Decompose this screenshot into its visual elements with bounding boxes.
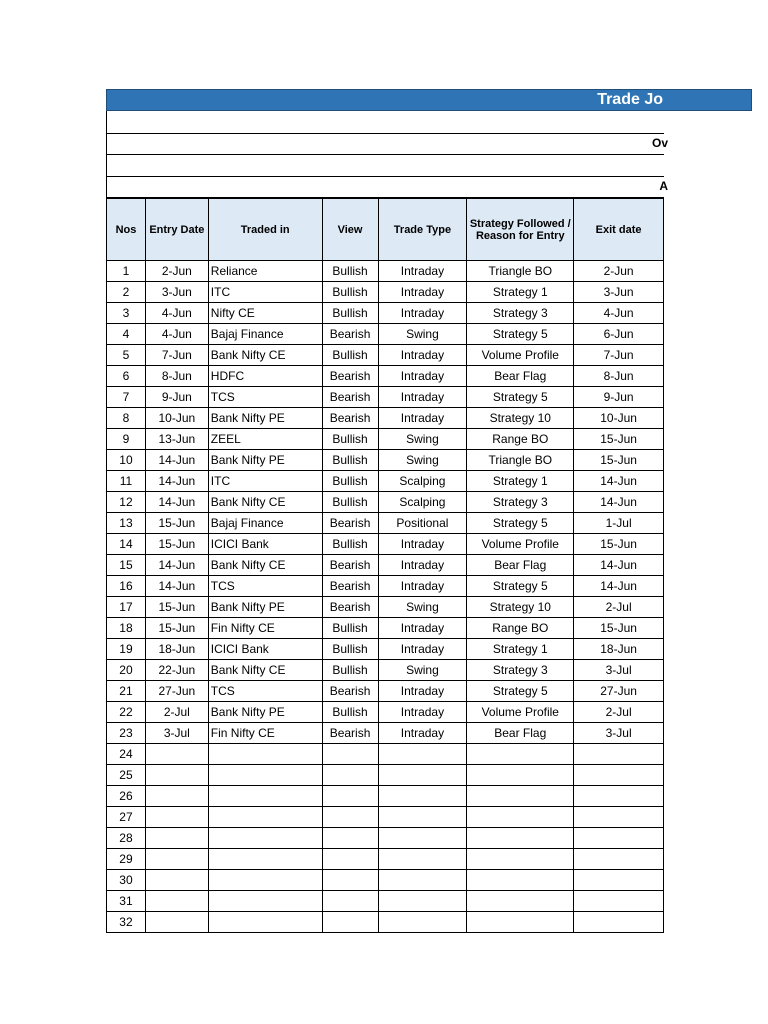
header-row [107,199,664,261]
table-row [107,450,664,471]
cell-nos[interactable]: 18 [107,618,146,639]
table-row [107,429,664,450]
cell-trade-type[interactable]: Intraday [378,639,467,660]
table-row [107,387,664,408]
cell-exit-date[interactable]: 6-Jun [574,324,664,345]
cell-strategy[interactable]: Strategy 1 [467,282,574,303]
overview-band [106,134,668,155]
sheet-title: Trade Jo [597,91,663,108]
cell-nos[interactable]: 13 [107,513,146,534]
table-row [107,492,664,513]
cell-trade-type[interactable] [378,786,467,807]
cell-strategy[interactable]: Strategy 10 [467,408,574,429]
cell-view[interactable]: Bullish [322,345,378,366]
cell-entry-date[interactable]: 15-Jun [145,534,208,555]
table-row [107,765,664,786]
cell-strategy[interactable]: Strategy 5 [467,681,574,702]
cell-exit-date[interactable]: 14-Jun [574,555,664,576]
cell-nos[interactable]: 26 [107,786,146,807]
blank-band [106,155,664,177]
table-row [107,261,664,282]
cell-entry-date[interactable] [145,912,208,933]
cell-trade-type[interactable]: Swing [378,450,467,471]
table-row [107,744,664,765]
cell-exit-date[interactable]: 7-Jun [574,345,664,366]
table-row [107,912,664,933]
cell-traded-in[interactable]: Bank Nifty PE [208,450,322,471]
table-row [107,366,664,387]
table-row [107,555,664,576]
cell-nos[interactable]: 3 [107,303,146,324]
cell-nos[interactable]: 29 [107,849,146,870]
cell-strategy[interactable] [467,912,574,933]
cell-traded-in[interactable] [208,765,322,786]
section-band [106,177,668,198]
column-header-strategy: Strategy Followed / Reason for Entry [467,199,574,261]
cell-entry-date[interactable]: 14-Jun [145,450,208,471]
trade-table-container [106,198,664,943]
cell-strategy[interactable]: Strategy 5 [467,324,574,345]
cell-trade-type[interactable]: Intraday [378,282,467,303]
cell-exit-date[interactable] [574,828,664,849]
cell-view[interactable] [322,786,378,807]
table-row [107,324,664,345]
cell-entry-date[interactable]: 2-Jul [145,702,208,723]
cell-trade-type[interactable] [378,912,467,933]
cell-view[interactable]: Bullish [322,261,378,282]
table-row [107,618,664,639]
cell-trade-type[interactable]: Intraday [378,387,467,408]
cell-traded-in[interactable] [208,828,322,849]
cell-nos[interactable]: 8 [107,408,146,429]
cell-strategy[interactable]: Triangle BO [467,450,574,471]
column-header-nos: Nos [107,199,146,261]
cell-exit-date[interactable]: 3-Jul [574,660,664,681]
cell-trade-type[interactable]: Swing [378,597,467,618]
cell-strategy[interactable]: Strategy 5 [467,387,574,408]
table-row [107,807,664,828]
cell-traded-in[interactable]: Reliance [208,261,322,282]
cell-exit-date[interactable]: 1-Jul [574,513,664,534]
cell-strategy[interactable] [467,828,574,849]
cell-view[interactable]: Bearish [322,723,378,744]
cell-nos[interactable]: 23 [107,723,146,744]
cell-trade-type[interactable]: Intraday [378,555,467,576]
cell-strategy[interactable]: Range BO [467,429,574,450]
cell-trade-type[interactable]: Intraday [378,702,467,723]
cell-exit-date[interactable] [574,849,664,870]
cell-exit-date[interactable] [574,870,664,891]
cell-entry-date[interactable]: 13-Jun [145,429,208,450]
cell-nos[interactable]: 21 [107,681,146,702]
cell-traded-in[interactable]: ITC [208,282,322,303]
cell-entry-date[interactable] [145,891,208,912]
cell-exit-date[interactable]: 8-Jun [574,366,664,387]
cell-traded-in[interactable]: Bank Nifty PE [208,597,322,618]
table-row [107,786,664,807]
cell-traded-in[interactable]: ICICI Bank [208,639,322,660]
cell-view[interactable]: Bearish [322,324,378,345]
cell-trade-type[interactable]: Swing [378,660,467,681]
cell-trade-type[interactable] [378,828,467,849]
cell-trade-type[interactable] [378,849,467,870]
cell-exit-date[interactable]: 2-Jul [574,597,664,618]
table-row [107,408,664,429]
cell-view[interactable]: Bearish [322,681,378,702]
cell-entry-date[interactable] [145,870,208,891]
cell-trade-type[interactable] [378,744,467,765]
table-row [107,870,664,891]
cell-nos[interactable]: 10 [107,450,146,471]
cell-exit-date[interactable]: 14-Jun [574,492,664,513]
cell-nos[interactable]: 9 [107,429,146,450]
cell-traded-in[interactable]: TCS [208,387,322,408]
cell-exit-date[interactable]: 3-Jul [574,723,664,744]
cell-strategy[interactable]: Volume Profile [467,345,574,366]
cell-entry-date[interactable]: 27-Jun [145,681,208,702]
cell-view[interactable]: Bullish [322,471,378,492]
cell-traded-in[interactable]: TCS [208,576,322,597]
cell-strategy[interactable] [467,849,574,870]
cell-trade-type[interactable] [378,891,467,912]
cell-view[interactable] [322,828,378,849]
cell-view[interactable] [322,765,378,786]
cell-nos[interactable]: 6 [107,366,146,387]
cell-entry-date[interactable] [145,744,208,765]
cell-exit-date[interactable] [574,807,664,828]
cell-view[interactable]: Bearish [322,555,378,576]
cell-trade-type[interactable]: Swing [378,324,467,345]
cell-entry-date[interactable] [145,765,208,786]
cell-view[interactable]: Bullish [322,702,378,723]
cell-traded-in[interactable]: Bank Nifty CE [208,555,322,576]
cell-exit-date[interactable]: 27-Jun [574,681,664,702]
cell-view[interactable]: Bullish [322,282,378,303]
cell-entry-date[interactable]: 4-Jun [145,303,208,324]
cell-trade-type[interactable] [378,870,467,891]
table-row [107,282,664,303]
cell-nos[interactable]: 17 [107,597,146,618]
cell-nos[interactable]: 27 [107,807,146,828]
cell-exit-date[interactable]: 4-Jun [574,303,664,324]
cell-strategy[interactable]: Strategy 3 [467,660,574,681]
cell-entry-date[interactable]: 8-Jun [145,366,208,387]
cell-trade-type[interactable]: Intraday [378,345,467,366]
table-row [107,513,664,534]
table-row [107,303,664,324]
cell-trade-type[interactable]: Intraday [378,681,467,702]
table-row [107,828,664,849]
table-row [107,597,664,618]
cell-nos[interactable]: 31 [107,891,146,912]
table-body [107,261,664,933]
cell-traded-in[interactable]: Bajaj Finance [208,324,322,345]
cell-traded-in[interactable]: ICICI Bank [208,534,322,555]
cell-nos[interactable]: 4 [107,324,146,345]
cell-entry-date[interactable]: 10-Jun [145,408,208,429]
cell-nos[interactable]: 14 [107,534,146,555]
cell-traded-in[interactable]: HDFC [208,366,322,387]
cell-traded-in[interactable]: Nifty CE [208,303,322,324]
cell-exit-date[interactable]: 2-Jun [574,261,664,282]
column-header-exit-date: Exit date [574,199,664,261]
cell-traded-in[interactable] [208,744,322,765]
cell-trade-type[interactable]: Swing [378,429,467,450]
cell-nos[interactable]: 30 [107,870,146,891]
cell-entry-date[interactable]: 14-Jun [145,492,208,513]
cell-traded-in[interactable]: Bank Nifty PE [208,408,322,429]
cell-view[interactable] [322,744,378,765]
cell-strategy[interactable] [467,744,574,765]
cell-traded-in[interactable]: Bank Nifty CE [208,345,322,366]
cell-traded-in[interactable]: Bajaj Finance [208,513,322,534]
cell-nos[interactable]: 1 [107,261,146,282]
table-row [107,891,664,912]
cell-nos[interactable]: 16 [107,576,146,597]
cell-strategy[interactable]: Strategy 3 [467,303,574,324]
cell-exit-date[interactable]: 14-Jun [574,576,664,597]
cell-traded-in[interactable]: Fin Nifty CE [208,723,322,744]
cell-entry-date[interactable] [145,807,208,828]
cell-strategy[interactable]: Bear Flag [467,555,574,576]
cell-trade-type[interactable]: Intraday [378,408,467,429]
cell-exit-date[interactable]: 2-Jul [574,702,664,723]
table-row [107,849,664,870]
cell-strategy[interactable]: Strategy 5 [467,576,574,597]
cell-strategy[interactable] [467,765,574,786]
cell-exit-date[interactable] [574,786,664,807]
cell-exit-date[interactable]: 3-Jun [574,282,664,303]
cell-view[interactable]: Bullish [322,450,378,471]
cell-strategy[interactable]: Range BO [467,618,574,639]
cell-traded-in[interactable]: Bank Nifty CE [208,660,322,681]
cell-trade-type[interactable]: Intraday [378,366,467,387]
cell-trade-type[interactable]: Intraday [378,534,467,555]
cell-view[interactable]: Bearish [322,597,378,618]
cell-entry-date[interactable] [145,786,208,807]
cell-entry-date[interactable]: 15-Jun [145,513,208,534]
cell-nos[interactable]: 22 [107,702,146,723]
cell-entry-date[interactable]: 4-Jun [145,324,208,345]
table-row [107,681,664,702]
blank-band [106,111,664,134]
cell-strategy[interactable] [467,870,574,891]
cell-strategy[interactable]: Strategy 5 [467,513,574,534]
cell-exit-date[interactable] [574,765,664,786]
table-row [107,639,664,660]
cell-exit-date[interactable]: 10-Jun [574,408,664,429]
cell-view[interactable]: Bullish [322,618,378,639]
cell-traded-in[interactable]: Bank Nifty CE [208,492,322,513]
cell-strategy[interactable]: Strategy 10 [467,597,574,618]
cell-traded-in[interactable] [208,891,322,912]
cell-exit-date[interactable] [574,744,664,765]
cell-trade-type[interactable]: Intraday [378,723,467,744]
table-row [107,534,664,555]
cell-traded-in[interactable] [208,870,322,891]
cell-view[interactable] [322,870,378,891]
section-label: A [659,179,668,193]
cell-strategy[interactable]: Strategy 1 [467,471,574,492]
cell-entry-date[interactable]: 9-Jun [145,387,208,408]
cell-view[interactable]: Bearish [322,366,378,387]
cell-exit-date[interactable]: 15-Jun [574,429,664,450]
cell-view[interactable]: Bullish [322,534,378,555]
cell-nos[interactable]: 7 [107,387,146,408]
title-bar [106,89,752,111]
cell-strategy[interactable] [467,786,574,807]
table-row [107,345,664,366]
cell-entry-date[interactable]: 14-Jun [145,555,208,576]
cell-exit-date[interactable]: 14-Jun [574,471,664,492]
cell-view[interactable]: Bearish [322,387,378,408]
cell-exit-date[interactable]: 15-Jun [574,450,664,471]
cell-nos[interactable]: 20 [107,660,146,681]
cell-traded-in[interactable]: ZEEL [208,429,322,450]
cell-strategy[interactable]: Volume Profile [467,534,574,555]
cell-trade-type[interactable]: Intraday [378,303,467,324]
cell-strategy[interactable]: Triangle BO [467,261,574,282]
cell-traded-in[interactable]: TCS [208,681,322,702]
cell-nos[interactable]: 32 [107,912,146,933]
cell-trade-type[interactable]: Intraday [378,261,467,282]
cell-nos[interactable]: 12 [107,492,146,513]
cell-exit-date[interactable]: 9-Jun [574,387,664,408]
cell-exit-date[interactable] [574,912,664,933]
cell-traded-in[interactable] [208,912,322,933]
cell-view[interactable] [322,891,378,912]
cell-exit-date[interactable] [574,891,664,912]
cell-nos[interactable]: 15 [107,555,146,576]
cell-view[interactable]: Bearish [322,576,378,597]
cell-nos[interactable]: 28 [107,828,146,849]
cell-view[interactable]: Bearish [322,408,378,429]
cell-entry-date[interactable]: 22-Jun [145,660,208,681]
cell-strategy[interactable] [467,891,574,912]
cell-entry-date[interactable] [145,849,208,870]
cell-view[interactable]: Bearish [322,513,378,534]
cell-strategy[interactable]: Bear Flag [467,366,574,387]
cell-strategy[interactable]: Strategy 3 [467,492,574,513]
cell-entry-date[interactable]: 2-Jun [145,261,208,282]
cell-entry-date[interactable]: 3-Jun [145,282,208,303]
cell-entry-date[interactable]: 14-Jun [145,576,208,597]
table-row [107,471,664,492]
cell-traded-in[interactable] [208,807,322,828]
cell-trade-type[interactable]: Intraday [378,576,467,597]
cell-entry-date[interactable]: 15-Jun [145,597,208,618]
cell-strategy[interactable]: Strategy 1 [467,639,574,660]
table-row [107,576,664,597]
cell-trade-type[interactable]: Scalping [378,471,467,492]
cell-nos[interactable]: 5 [107,345,146,366]
overview-label: Ov [651,136,668,150]
cell-exit-date[interactable]: 15-Jun [574,618,664,639]
cell-trade-type[interactable] [378,807,467,828]
cell-trade-type[interactable] [378,765,467,786]
cell-view[interactable]: Bullish [322,492,378,513]
cell-view[interactable] [322,912,378,933]
cell-traded-in[interactable] [208,786,322,807]
column-header-view: View [322,199,378,261]
cell-strategy[interactable]: Bear Flag [467,723,574,744]
column-header-entry-date: Entry Date [145,199,208,261]
cell-entry-date[interactable]: 7-Jun [145,345,208,366]
trade-table [106,198,664,933]
cell-view[interactable]: Bullish [322,303,378,324]
cell-traded-in[interactable]: Fin Nifty CE [208,618,322,639]
cell-nos[interactable]: 25 [107,765,146,786]
cell-entry-date[interactable]: 14-Jun [145,471,208,492]
cell-trade-type[interactable]: Scalping [378,492,467,513]
cell-trade-type[interactable]: Intraday [378,618,467,639]
cell-nos[interactable]: 19 [107,639,146,660]
cell-view[interactable] [322,807,378,828]
cell-entry-date[interactable]: 18-Jun [145,639,208,660]
cell-view[interactable] [322,849,378,870]
cell-view[interactable]: Bullish [322,660,378,681]
table-row [107,702,664,723]
cell-traded-in[interactable] [208,849,322,870]
cell-view[interactable]: Bullish [322,639,378,660]
cell-nos[interactable]: 11 [107,471,146,492]
cell-entry-date[interactable]: 3-Jul [145,723,208,744]
cell-strategy[interactable]: Volume Profile [467,702,574,723]
cell-exit-date[interactable]: 18-Jun [574,639,664,660]
table-row [107,660,664,681]
cell-entry-date[interactable] [145,828,208,849]
cell-trade-type[interactable]: Positional [378,513,467,534]
cell-traded-in[interactable]: Bank Nifty PE [208,702,322,723]
table-row [107,723,664,744]
cell-entry-date[interactable]: 15-Jun [145,618,208,639]
cell-strategy[interactable] [467,807,574,828]
cell-nos[interactable]: 24 [107,744,146,765]
cell-traded-in[interactable]: ITC [208,471,322,492]
column-header-traded-in: Traded in [208,199,322,261]
cell-nos[interactable]: 2 [107,282,146,303]
cell-exit-date[interactable]: 15-Jun [574,534,664,555]
column-header-trade-type: Trade Type [378,199,467,261]
cell-view[interactable]: Bullish [322,429,378,450]
